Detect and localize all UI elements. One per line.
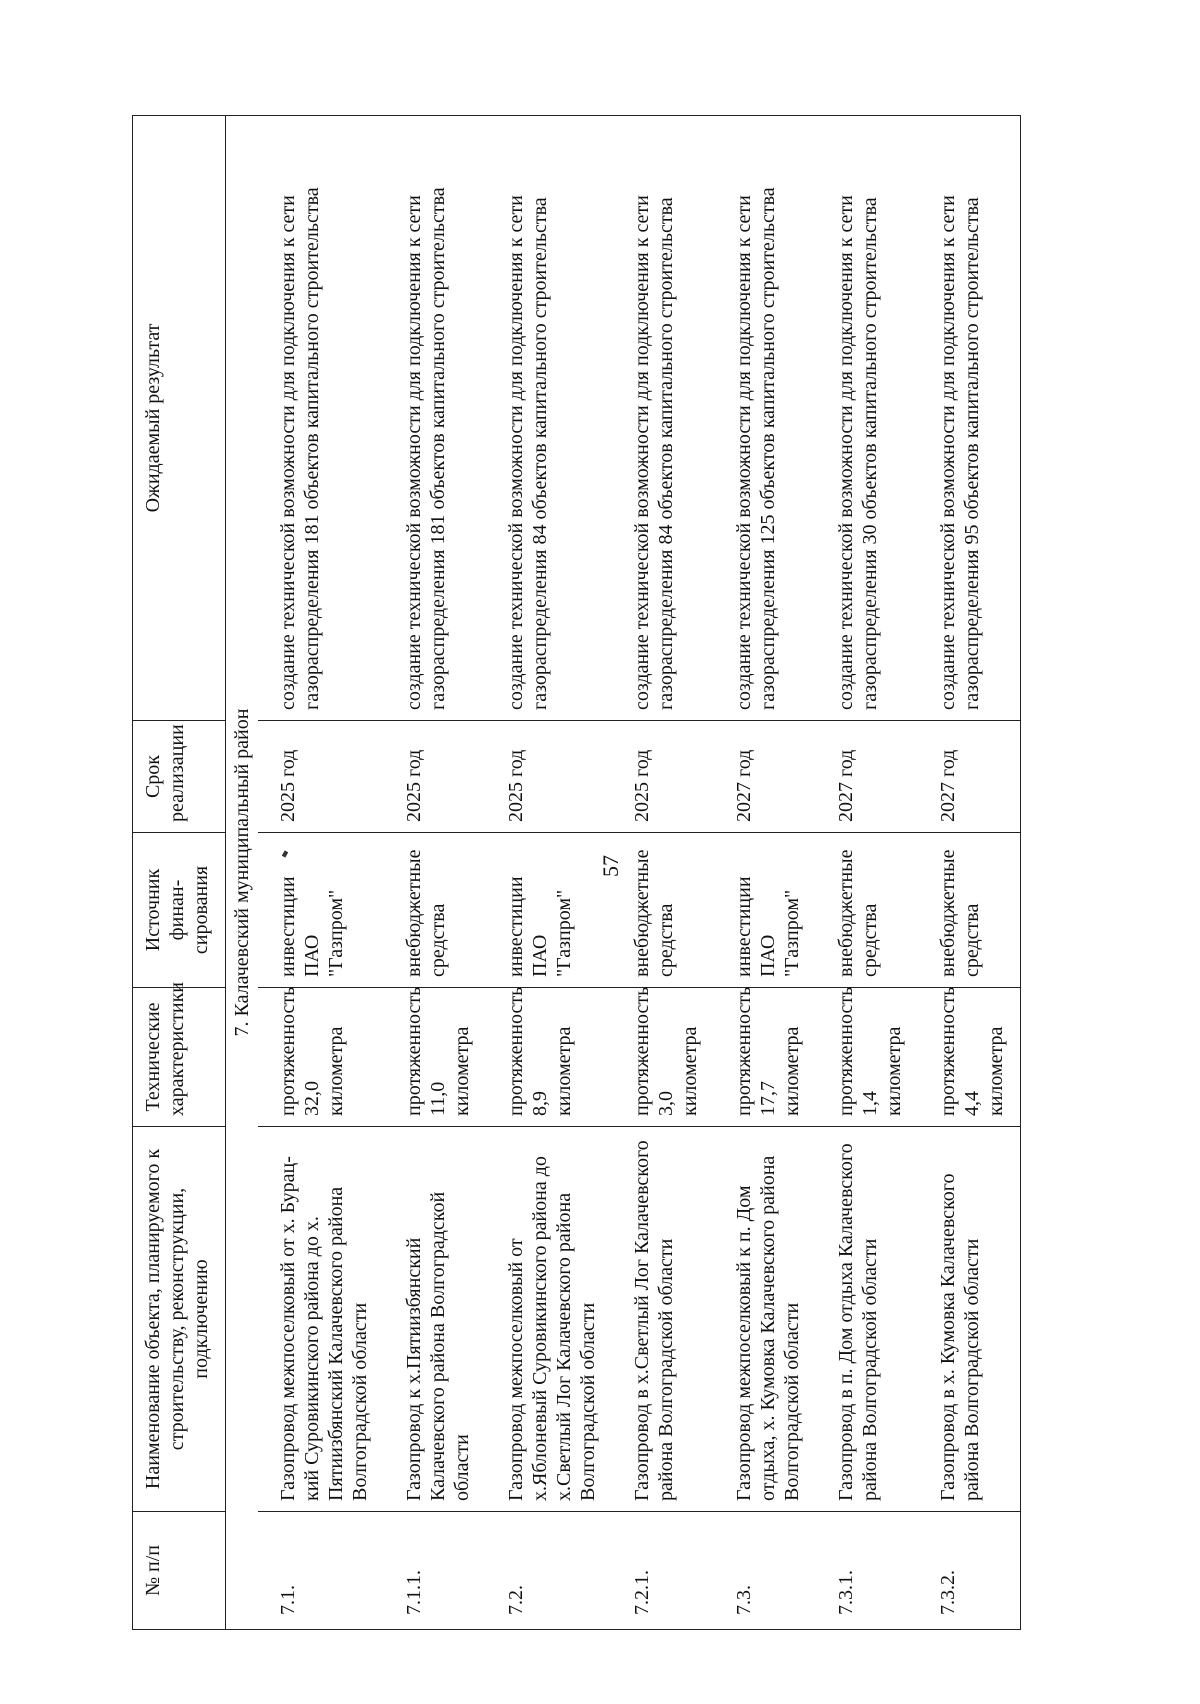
header-source: Источник финан-сирования [133, 833, 226, 988]
header-name: Наименование объекта, планируемого к строительству, реконструкции, подключению [133, 1127, 226, 1512]
table-row [384, 116, 486, 1630]
row-num: 7.2. [486, 1512, 612, 1630]
row-tech: протяженность 32,0 километра [258, 988, 384, 1127]
row-term: 2027 год [714, 721, 816, 833]
header-num: № п/п [133, 1512, 226, 1630]
table-header-row [133, 116, 226, 1630]
table-row [258, 116, 384, 1630]
gas-pipeline-table [132, 115, 1021, 1630]
row-source: внебюджетные средства [918, 833, 1021, 988]
row-tech: протяженность 17,7 километра [714, 988, 816, 1127]
row-num: 7.2.1. [612, 1512, 714, 1630]
row-num: 7.3. [714, 1512, 816, 1630]
row-name: Газопровод в х.Светлый Лог Калачевского района Волгоградской области [612, 1127, 714, 1512]
row-term: 2025 год [384, 721, 486, 833]
row-term: 2025 год [612, 721, 714, 833]
row-result: создание технической возможности для подключения к сети газораспределения 95 объектов капитального строительства [918, 116, 1021, 721]
row-name: Газопровод в п. Дом отдыха Калачевского района Волгоградской области [816, 1127, 918, 1512]
row-result: создание технической возможности для подключения к сети газораспределения 30 объектов капитального строительства [816, 116, 918, 721]
row-num: 7.1.1. [384, 1512, 486, 1630]
table-row [714, 116, 816, 1630]
row-tech: протяженность 3,0 километра [612, 988, 714, 1127]
row-num: 7.3.2. [918, 1512, 1021, 1630]
table-row [612, 116, 714, 1630]
table-row [816, 116, 918, 1630]
section-title: 7. Калачевский муниципальный район [226, 116, 259, 1630]
row-source: инвестиции ПАО "Газпром" [714, 833, 816, 988]
row-name: Газопровод к х.Пятиизбянский Калачевского района Волгоградской области [384, 1127, 486, 1512]
row-tech: протяженность 8,9 километра [486, 988, 612, 1127]
section-row [226, 116, 259, 1630]
header-result: Ожидаемый результат [133, 116, 226, 721]
row-term: 2025 год [258, 721, 384, 833]
row-result: создание технической возможности для подключения к сети газораспределения 84 объектов капитального строительства [486, 116, 612, 721]
row-source: инвестиции ПАО "Газпром" [258, 833, 384, 988]
row-name: Газопровод межпоселковый от х.Яблоневый Суровикинского района до х.Светлый Лог Калачевского района Волгоградской области [486, 1127, 612, 1512]
row-result: создание технической возможности для подключения к сети газораспределения 181 объектов капитального строительства [258, 116, 384, 721]
table-row [918, 116, 1021, 1630]
row-result: создание технической возможности для подключения к сети газораспределения 125 объектов капитального строительства [714, 116, 816, 721]
row-term: 2027 год [816, 721, 918, 833]
row-num: 7.1. [258, 1512, 384, 1630]
row-name: Газопровод в х. Кумовка Калачевского района Волгоградской области [918, 1127, 1021, 1512]
header-term: Срок реализации [133, 721, 226, 833]
row-name: Газопровод межпоселковый от х. Бурац-кий Суровикинского района до х. Пятиизбянский Калачевского района Волгоградской области [258, 1127, 384, 1512]
row-num: 7.3.1. [816, 1512, 918, 1630]
row-tech: протяженность 4,4 километра [918, 988, 1021, 1127]
row-source: инвестиции ПАО "Газпром" [486, 833, 612, 988]
header-tech: Технические характеристики [133, 988, 226, 1127]
row-source: внебюджетные средства [384, 833, 486, 988]
table-row [486, 116, 612, 1630]
row-source: внебюджетные средства [612, 833, 714, 988]
row-name: Газопровод межпоселковый к п. Дом отдыха, х. Кумовка Калачевского района Волгоградской области [714, 1127, 816, 1512]
row-tech: протяженность 11,0 километра [384, 988, 486, 1127]
row-result: создание технической возможности для подключения к сети газораспределения 181 объектов капитального строительства [384, 116, 486, 721]
row-term: 2027 год [918, 721, 1021, 833]
row-term: 2025 год [486, 721, 612, 833]
row-source: внебюджетные средства [816, 833, 918, 988]
page-number: 57 [598, 855, 623, 877]
row-result: создание технической возможности для подключения к сети газораспределения 84 объектов капитального строительства [612, 116, 714, 721]
rotated-table-container [132, 115, 1082, 1630]
row-tech: протяженность 1,4 километра [816, 988, 918, 1127]
